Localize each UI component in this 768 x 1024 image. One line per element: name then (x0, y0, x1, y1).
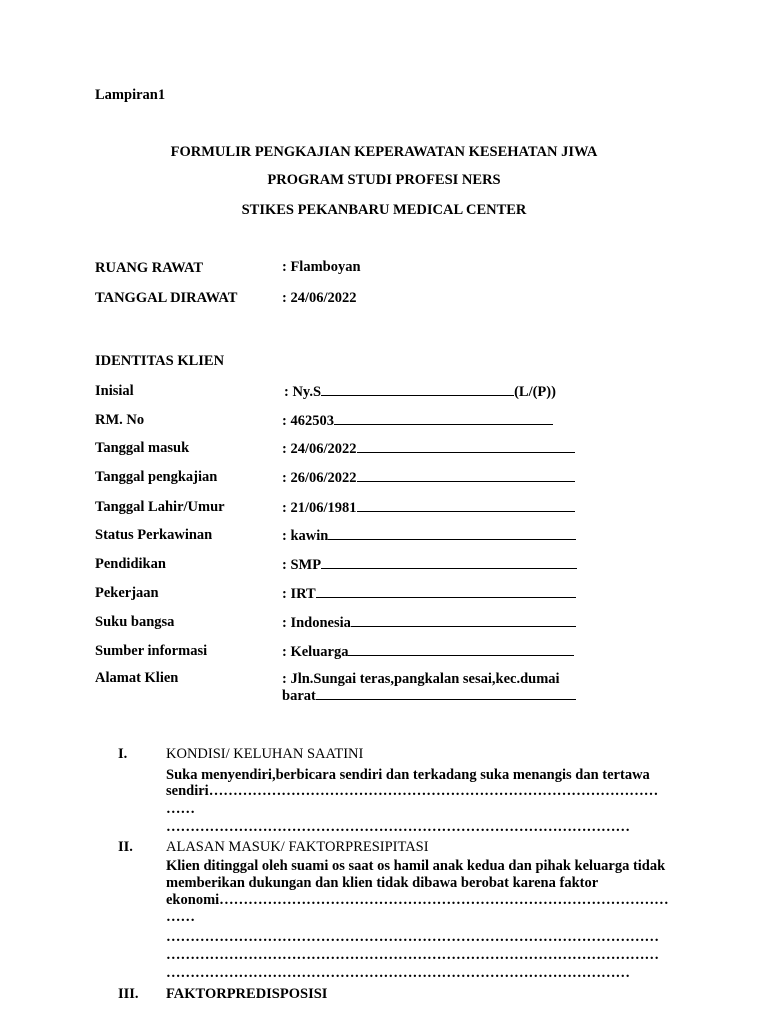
rm-field (282, 411, 553, 430)
ward-room-value: : Flamboyan (282, 259, 361, 275)
section-2-line-2: memberikan dukungan dan klien tidak dibawa berobat karena faktor (166, 875, 599, 891)
fill-line (357, 439, 575, 453)
section-2-line-4: …… (166, 909, 195, 925)
section-1-line-4: …………………………………………………………………………………… (166, 819, 630, 835)
program-title: PROGRAM STUDI PROFESI NERS (267, 172, 501, 188)
gender-value: (L/(P)) (514, 384, 556, 400)
rm-value: : 462503 (282, 413, 334, 429)
section-1-title: KONDISI/ KELUHAN SAATINI (166, 746, 364, 762)
fill-line (316, 686, 576, 700)
education-field (282, 555, 577, 574)
section-1-line-1: Suka menyendiri,berbicara sendiri dan terkadang suka menangis dan tertawa (166, 767, 650, 783)
admit-date-value: : 24/06/2022 (282, 441, 357, 457)
fill-line (316, 584, 576, 598)
dob-field (282, 498, 575, 517)
section-2-number: II. (118, 839, 133, 855)
section-3-number: III. (118, 986, 139, 1002)
section-2-line-5: ………………………………………………………………………………………… (166, 929, 659, 945)
marital-field (282, 526, 576, 545)
initial-label: Inisial (95, 383, 134, 399)
address-label: Alamat Klien (95, 670, 179, 686)
admit-date-label: Tanggal masuk (95, 440, 190, 456)
section-1-number: I. (118, 746, 128, 762)
info-source-field (282, 642, 574, 661)
form-title: FORMULIR PENGKAJIAN KEPERAWATAN KESEHATAN JIWA (170, 144, 598, 160)
fill-line (348, 642, 574, 656)
initial-value: : Ny.S (284, 384, 322, 400)
assess-date-field (282, 468, 575, 487)
institution-title: STIKES PEKANBARU MEDICAL CENTER (241, 202, 527, 218)
section-2-line-1: Klien ditinggal oleh suami os saat os hamil anak kedua dan pihak keluarga tidak (166, 858, 666, 874)
fill-line (334, 411, 553, 425)
admit-date-field (282, 439, 575, 458)
fill-line (328, 526, 576, 540)
assess-date-label: Tanggal pengkajian (95, 469, 218, 485)
dob-label: Tanggal Lahir/Umur (95, 499, 225, 515)
fill-line (357, 498, 575, 512)
ethnicity-field (282, 613, 576, 632)
section-1-line-2: sendiri………………………………………………………………………………… (166, 783, 659, 799)
identity-heading: IDENTITAS KLIEN (95, 353, 225, 369)
section-2-line-3: ekonomi………………………………………………………………………………… (166, 892, 669, 908)
info-source-value: : Keluarga (282, 644, 349, 660)
rm-label: RM. No (95, 412, 145, 428)
address-line-2-field (282, 686, 576, 705)
fill-line (321, 382, 514, 396)
fill-line (357, 468, 575, 482)
section-3-title: FAKTORPREDISPOSISI (166, 986, 328, 1002)
ward-date-label: TANGGAL DIRAWAT (95, 290, 238, 306)
attachment-label: Lampiran1 (95, 87, 166, 103)
section-2-line-6: ………………………………………………………………………………………… (166, 947, 659, 963)
occupation-field (282, 584, 576, 603)
ward-room-label: RUANG RAWAT (95, 260, 204, 276)
address-line-1: : Jln.Sungai teras,pangkalan sesai,kec.dumai (282, 671, 560, 687)
marital-label: Status Perkawinan (95, 527, 213, 543)
marital-value: : kawin (282, 528, 329, 544)
section-2-line-7: …………………………………………………………………………………… (166, 965, 630, 981)
initial-field (284, 382, 556, 401)
occupation-value: : IRT (282, 586, 316, 602)
fill-line (351, 613, 576, 627)
ethnicity-label: Suku bangsa (95, 614, 175, 630)
ward-date-value: : 24/06/2022 (282, 290, 357, 306)
education-value: : SMP (282, 557, 322, 573)
education-label: Pendidikan (95, 556, 166, 572)
address-line-2: barat (282, 688, 316, 704)
assess-date-value: : 26/06/2022 (282, 470, 357, 486)
dob-value: : 21/06/1981 (282, 500, 357, 516)
section-1-line-3: …… (166, 801, 195, 817)
section-2-title: ALASAN MASUK/ FAKTORPRESIPITASI (166, 839, 429, 855)
ethnicity-value: : Indonesia (282, 615, 351, 631)
fill-line (321, 555, 577, 569)
occupation-label: Pekerjaan (95, 585, 159, 601)
info-source-label: Sumber informasi (95, 643, 208, 659)
